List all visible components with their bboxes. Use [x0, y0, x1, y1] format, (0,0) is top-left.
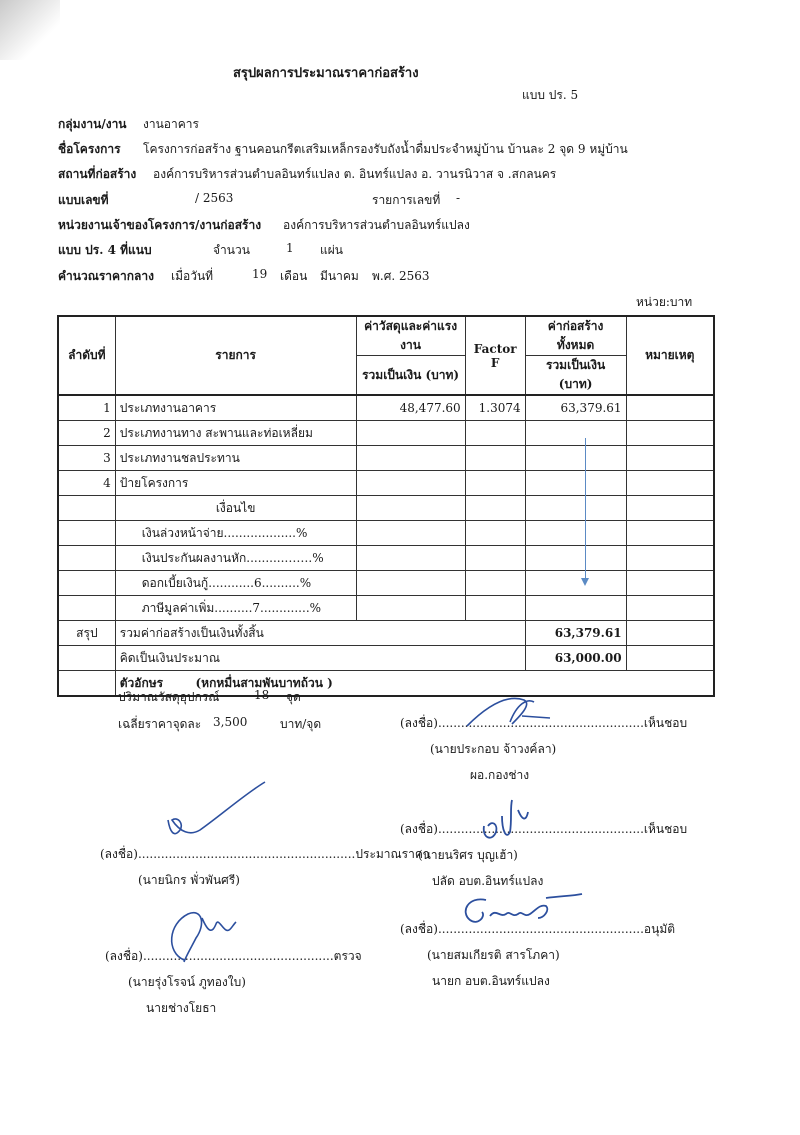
sign-prefix: (ลงชื่อ)	[400, 716, 438, 730]
qty-label: ปริมาณวัสดุอุปกรณ์	[118, 690, 220, 704]
signer-position: นายช่างโยธา	[146, 1001, 217, 1015]
calc-month-label: เดือน	[280, 269, 308, 283]
row-cost	[356, 446, 465, 471]
location-label: สถานที่ก่อสร้าง	[58, 167, 137, 181]
conditions-row	[58, 496, 714, 521]
signature-scribble-5	[456, 892, 586, 934]
sign-role: อนุมัติ	[643, 922, 676, 936]
avg-value: 3,500	[213, 715, 248, 729]
row-desc: ประเภทงานทาง สะพานและท่อเหลี่ยม	[115, 421, 356, 446]
project-label: ชื่อโครงการ	[58, 142, 121, 156]
signer-name: (นายประกอบ จ้าวงค์ลา)	[430, 742, 557, 756]
location-value: องค์การบริหารส่วนตำบลอินทร์แปลง ต. อินทร์แปลง อ. วานรนิวาส จ .สกลนคร	[153, 167, 557, 181]
row-factor	[465, 471, 525, 496]
header-cost-line1: ค่าวัสดุและค่าแรงงาน	[356, 316, 465, 356]
sign-dots: ......................................................	[437, 716, 644, 730]
sign-role: เห็นชอบ	[643, 822, 688, 836]
attach-count-label: จำนวน	[213, 243, 250, 257]
estimate-row	[58, 646, 714, 671]
row-total	[525, 446, 626, 471]
estimate-table	[57, 315, 715, 697]
header-cost-line2: รวมเป็นเงิน (บาท)	[356, 356, 465, 396]
header-no: ลำดับที่	[58, 316, 115, 395]
row-note	[626, 395, 714, 421]
row-note	[626, 421, 714, 446]
signer-position: นายก อบต.อินทร์แปลง	[432, 974, 550, 988]
conditions-title: เงื่อนไข	[115, 496, 356, 521]
header-total-line1: ค่าก่อสร้างทั้งหมด	[525, 316, 626, 356]
row-note	[626, 446, 714, 471]
signer-name: (นายสมเกียรติ สารโภคา)	[427, 948, 560, 962]
unit-label: หน่วย:บาท	[636, 295, 693, 309]
header-total-line2: รวมเป็นเงิน (บาท)	[525, 356, 626, 396]
owner-value: องค์การบริหารส่วนตำบลอินทร์แปลง	[283, 218, 470, 232]
sign-role: ประมาณราคา	[355, 847, 430, 861]
row-factor: 1.3074	[465, 395, 525, 421]
conditions-row	[58, 546, 714, 571]
signer-name: (นายนิกร พั่วพันศรี)	[138, 873, 240, 887]
sign-dots: ......................................................	[437, 822, 644, 836]
sign-prefix: (ลงชื่อ)	[105, 949, 143, 963]
row-total	[525, 421, 626, 446]
signer-position: ปลัด อบต.อินทร์แปลง	[432, 874, 544, 888]
item-no-value: -	[456, 191, 461, 205]
row-factor	[465, 421, 525, 446]
summary-label: สรุป	[58, 621, 115, 646]
sign-dots: .........................................................	[137, 847, 356, 861]
summary-row	[58, 621, 714, 646]
row-cost: 48,477.60	[356, 395, 465, 421]
condition-interest: ดอกเบี้ยเงินกู้............6..........%	[115, 571, 356, 596]
item-no-label: รายการเลขที่	[372, 193, 441, 207]
form-code: แบบ ปร. 5	[522, 88, 579, 102]
conditions-row	[58, 521, 714, 546]
row-desc: ประเภทงานอาคาร	[115, 395, 356, 421]
row-no: 2	[58, 421, 115, 446]
header-desc: รายการ	[115, 316, 356, 395]
attach-unit: แผ่น	[320, 243, 343, 257]
signature-scribble-1	[462, 694, 552, 734]
arrow-line	[585, 438, 586, 580]
project-value: โครงการก่อสร้าง ฐานคอนกรีตเสริมเหล็กรองรับถังน้ำดื่มประจำหมู่บ้าน บ้านละ 2 จุด 9 หมู่บ้าน	[143, 142, 628, 156]
summary-desc: รวมค่าก่อสร้างเป็นเงินทั้งสิ้น	[115, 621, 525, 646]
summary-total: 63,379.61	[525, 621, 626, 646]
table-row	[58, 395, 714, 421]
condition-vat: ภาษีมูลค่าเพิ่ม..........7.............%	[115, 596, 356, 621]
table-row	[58, 446, 714, 471]
calc-day: 19	[252, 267, 268, 281]
plan-no-value: / 2563	[195, 191, 234, 205]
row-total: 63,379.61	[525, 395, 626, 421]
row-desc: ป้ายโครงการ	[115, 471, 356, 496]
estimate-total: 63,000.00	[525, 646, 626, 671]
calc-date-label: เมื่อวันที่	[171, 269, 214, 283]
table-row	[58, 421, 714, 446]
signer-name: (นายรุ่งโรจน์ ภูทองใบ)	[128, 975, 246, 989]
sign-role: เห็นชอบ	[643, 716, 688, 730]
estimate-desc: คิดเป็นเงินประมาณ	[115, 646, 525, 671]
plan-no-label: แบบเลขที่	[58, 193, 109, 207]
condition-advance: เงินล่วงหน้าจ่าย...................%	[115, 521, 356, 546]
row-total	[525, 471, 626, 496]
signer-position: ผอ.กองช่าง	[470, 768, 530, 782]
scan-corner-shade	[0, 0, 60, 60]
calc-label: คำนวณราคากลาง	[58, 269, 155, 283]
sign-dots: ......................................................	[437, 922, 644, 936]
calc-year: พ.ศ. 2563	[372, 269, 430, 283]
row-no: 3	[58, 446, 115, 471]
row-no: 1	[58, 395, 115, 421]
signature-scribble-3	[478, 796, 548, 844]
signature-scribble-4	[162, 904, 242, 964]
avg-unit: บาท/จุด	[280, 717, 322, 731]
row-cost	[356, 421, 465, 446]
sign-role: ตรวจ	[333, 949, 362, 963]
sign-prefix: (ลงชื่อ)	[400, 822, 438, 836]
document-title: สรุปผลการประมาณราคาก่อสร้าง	[233, 66, 419, 81]
header-note: หมายเหตุ	[626, 316, 714, 395]
conditions-row	[58, 596, 714, 621]
signature-scribble-2	[160, 780, 270, 850]
row-desc: ประเภทงานชลประทาน	[115, 446, 356, 471]
row-note	[626, 471, 714, 496]
sign-prefix: (ลงชื่อ)	[400, 922, 438, 936]
header-factor: Factor F	[465, 316, 525, 395]
arrow-down-icon	[581, 578, 589, 586]
calc-month: มีนาคม	[320, 269, 359, 283]
table-row	[58, 471, 714, 496]
row-factor	[465, 446, 525, 471]
owner-label: หน่วยงานเจ้าของโครงการ/งานก่อสร้าง	[58, 218, 262, 232]
conditions-row	[58, 571, 714, 596]
attach-label: แบบ ปร. 4 ที่แนบ	[58, 243, 152, 257]
words-value: (หกหมื่นสามพันบาทถ้วน )	[195, 675, 333, 690]
qty-unit: จุด	[286, 690, 301, 704]
group-value: งานอาคาร	[143, 117, 199, 131]
words-label: ตัวอักษร	[119, 675, 164, 690]
signer-name: (นายนริศร บุญเฮ้า)	[418, 848, 518, 862]
row-cost	[356, 471, 465, 496]
qty-value: 18	[254, 688, 270, 702]
attach-count: 1	[286, 241, 294, 255]
sign-dots: ..................................................	[142, 949, 334, 963]
sign-prefix: (ลงชื่อ)	[100, 847, 138, 861]
condition-guarantee: เงินประกันผลงานหัก..........…….%	[115, 546, 356, 571]
row-no: 4	[58, 471, 115, 496]
avg-label: เฉลี่ยราคาจุดละ	[118, 717, 202, 731]
group-label: กลุ่มงาน/งาน	[58, 117, 127, 131]
